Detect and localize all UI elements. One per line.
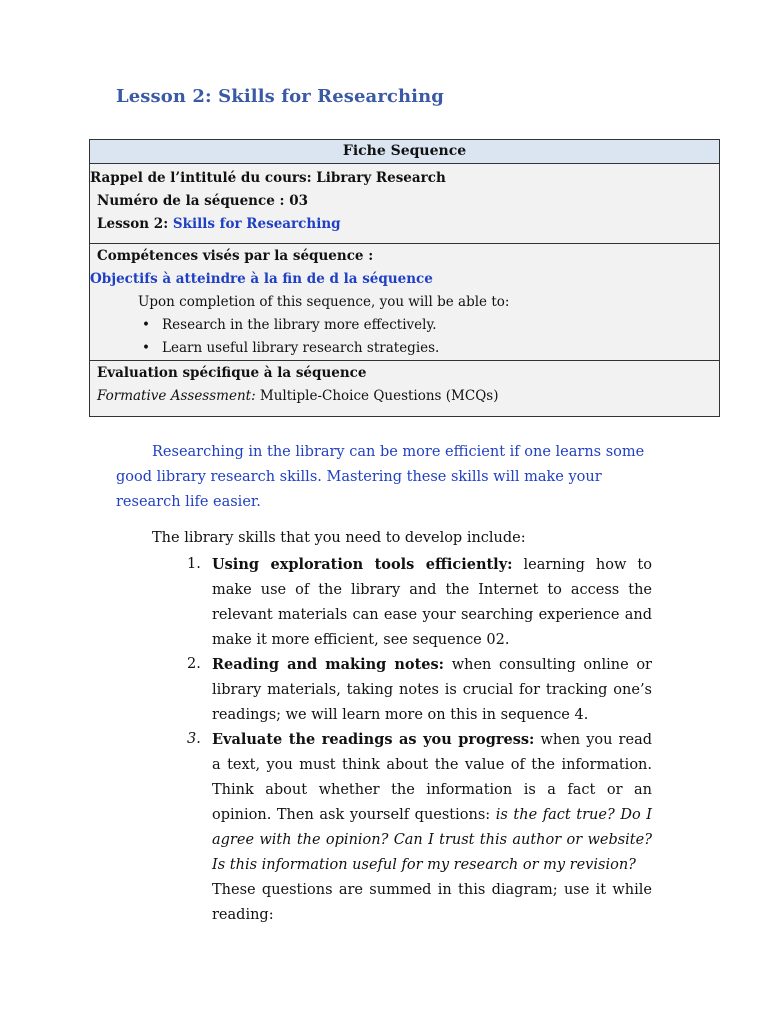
skill-questions: is the fact true? Do I agree with the opinion? Can I trust this author or website? Is this information useful for my research or my revision? [212, 807, 652, 873]
bullet-icon: • [142, 340, 150, 356]
skill-text: when you read a text, you must think about the value of the information. Think about whether the information is a fact or an opinion. Then ask yourself questions: [212, 732, 652, 823]
fiche-header: Fiche Sequence [90, 140, 719, 164]
skill-item [212, 727, 652, 928]
fiche-evaluation-row [90, 361, 719, 416]
skill-after-text: These questions are summed in this diagram; use it while reading: [212, 882, 652, 923]
skill-title: Evaluate the readings as you progress: [212, 731, 535, 748]
lesson-title: Lesson 2: Skills for Researching [116, 86, 444, 107]
item-number: 1. [187, 556, 201, 572]
lesson-label: Lesson 2: [97, 216, 173, 232]
objective-item [90, 314, 719, 337]
skill-title: Reading and making notes: [212, 656, 445, 673]
rappel-label: Rappel de l’intitulé du cours: [90, 170, 312, 186]
objective-text: Learn useful library research strategies. [162, 340, 440, 356]
objective-item [90, 337, 719, 360]
upon-completion-text: Upon completion of this sequence, you will be able to: [138, 294, 510, 310]
intro-paragraph: Researching in the library can be more efficient if one learns some good library research skills. Mastering these skills will make your research life easier. [116, 444, 645, 510]
lesson-value: Skills for Researching [172, 216, 341, 232]
competences-label: Compétences visés par la séquence : [97, 248, 374, 264]
fiche-course-row [90, 164, 719, 244]
skills-lead: The library skills that you need to develop include: [152, 530, 526, 546]
bullet-icon: • [142, 317, 150, 333]
skill-text: learning how to make use of the library and the Internet to access the relevant materials can ease your searching experience and make it more efficient, see sequence 02. [212, 557, 652, 648]
objective-text: Research in the library more effectively. [162, 317, 437, 333]
skill-text: when consulting online or library materials, taking notes is crucial for tracking one’s readings; we will learn more on this in sequence 4. [212, 657, 652, 723]
skill-item [212, 552, 652, 653]
formative-value: Multiple-Choice Questions (MCQs) [255, 388, 499, 404]
fiche-sequence-table [89, 139, 720, 417]
rappel-value: Library Research [311, 170, 446, 186]
objectifs-label: Objectifs à atteindre à la fin de d la séquence [90, 271, 433, 287]
item-number: 3. [187, 731, 201, 747]
sequence-number: Numéro de la séquence : 03 [97, 193, 308, 209]
fiche-objectives-row [90, 244, 719, 361]
skill-item [212, 652, 652, 728]
skill-title: Using exploration tools efficiently: [212, 556, 513, 573]
formative-label: Formative Assessment: [97, 388, 256, 404]
evaluation-label: Evaluation spécifique à la séquence [97, 365, 367, 381]
item-number: 2. [187, 656, 201, 672]
